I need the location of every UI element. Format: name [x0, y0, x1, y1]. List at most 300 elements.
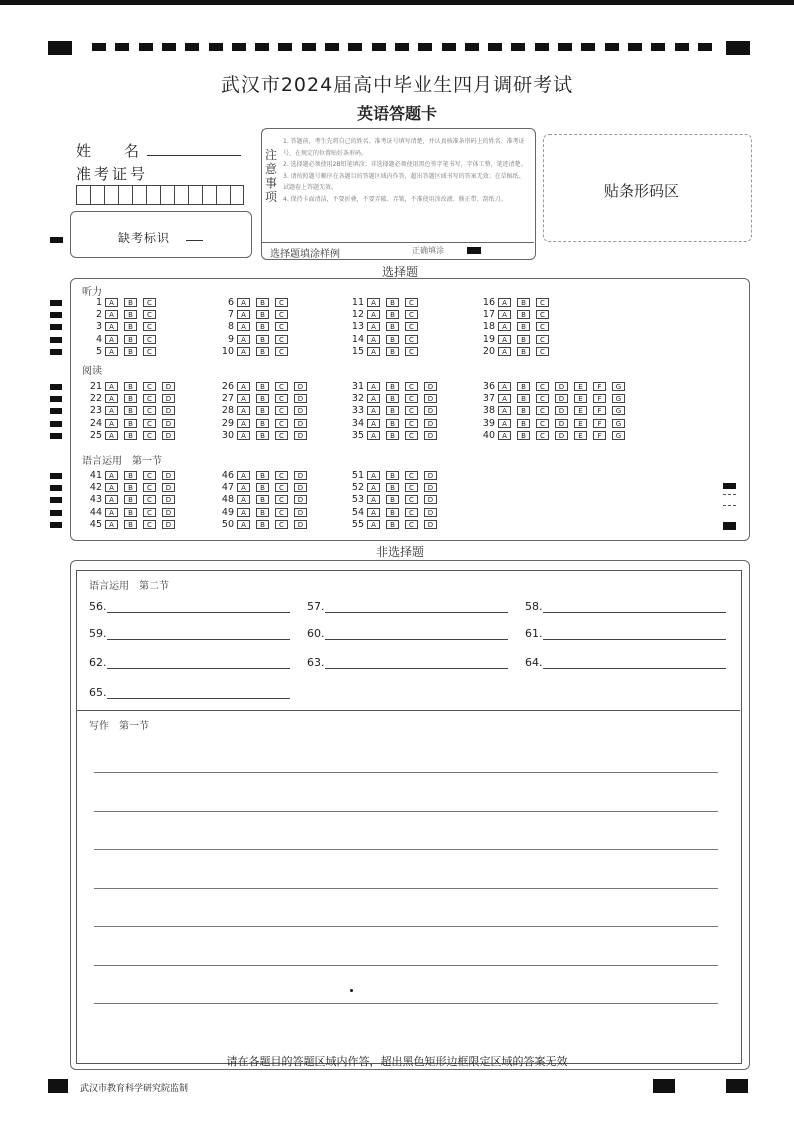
blank-61[interactable]: 61.: [525, 627, 726, 640]
option-b-bubble[interactable]: B: [124, 508, 137, 517]
option-a-bubble[interactable]: A: [105, 431, 118, 440]
blank-57[interactable]: 57.: [307, 600, 508, 613]
option-c-bubble[interactable]: C: [275, 431, 288, 440]
option-a-bubble[interactable]: A: [237, 471, 250, 480]
timing-dash: [581, 43, 595, 51]
option-c-bubble[interactable]: C: [405, 310, 418, 319]
option-a-bubble[interactable]: A: [367, 310, 380, 319]
blank-59[interactable]: 59.: [89, 627, 290, 640]
option-c-bubble[interactable]: C: [536, 406, 549, 415]
option-a-bubble[interactable]: A: [237, 298, 250, 307]
option-a-bubble[interactable]: A: [367, 495, 380, 504]
option-b-bubble[interactable]: B: [386, 322, 399, 331]
option-c-bubble[interactable]: C: [405, 394, 418, 403]
option-c-bubble[interactable]: C: [405, 322, 418, 331]
option-b-bubble[interactable]: B: [386, 471, 399, 480]
option-c-bubble[interactable]: C: [143, 471, 156, 480]
option-e-bubble[interactable]: E: [574, 382, 587, 391]
option-a-bubble[interactable]: A: [237, 335, 250, 344]
option-a-bubble[interactable]: A: [367, 322, 380, 331]
option-d-bubble[interactable]: D: [162, 483, 175, 492]
notice-item: 2. 选择题必须使用2B铅笔填涂；非选择题必须使用黑色签字笔书写，字体工整，笔迹清楚。: [283, 161, 527, 168]
listening-label: 听力: [82, 287, 102, 298]
option-b-bubble[interactable]: B: [386, 382, 399, 391]
option-b-bubble[interactable]: B: [256, 335, 269, 344]
option-a-bubble[interactable]: A: [498, 382, 511, 391]
option-b-bubble[interactable]: B: [124, 419, 137, 428]
option-b-bubble[interactable]: B: [256, 382, 269, 391]
row-timing-mark: [50, 312, 62, 318]
option-d-bubble[interactable]: D: [162, 431, 175, 440]
option-g-bubble[interactable]: G: [612, 394, 625, 403]
option-d-bubble[interactable]: D: [294, 483, 307, 492]
writing-line[interactable]: [94, 888, 718, 889]
option-c-bubble[interactable]: C: [275, 310, 288, 319]
timing-dash: [185, 43, 199, 51]
question-number: 23: [89, 405, 102, 417]
timing-dash: [209, 43, 223, 51]
option-c-bubble[interactable]: C: [143, 508, 156, 517]
option-c-bubble[interactable]: C: [143, 347, 156, 356]
option-c-bubble[interactable]: C: [275, 322, 288, 331]
question-number: 44: [89, 506, 102, 518]
option-c-bubble[interactable]: C: [275, 471, 288, 480]
option-d-bubble[interactable]: D: [555, 382, 568, 391]
option-c-bubble[interactable]: C: [143, 298, 156, 307]
option-c-bubble[interactable]: C: [143, 431, 156, 440]
option-a-bubble[interactable]: A: [367, 520, 380, 529]
question-number: 50: [221, 518, 234, 530]
option-a-bubble[interactable]: A: [498, 347, 511, 356]
timing-dash: [651, 43, 665, 51]
question-10: [212, 346, 294, 358]
option-a-bubble[interactable]: A: [237, 310, 250, 319]
option-c-bubble[interactable]: C: [143, 335, 156, 344]
option-c-bubble[interactable]: C: [536, 310, 549, 319]
blank-62[interactable]: 62.: [89, 656, 290, 669]
option-b-bubble[interactable]: B: [517, 431, 530, 440]
writing-line[interactable]: [94, 926, 718, 927]
option-b-bubble[interactable]: B: [124, 520, 137, 529]
option-a-bubble[interactable]: A: [105, 335, 118, 344]
row-timing-mark: [50, 522, 62, 528]
option-b-bubble[interactable]: B: [386, 508, 399, 517]
option-d-bubble[interactable]: D: [424, 394, 437, 403]
exam-id-label: 准考证号: [76, 165, 149, 183]
option-b-bubble[interactable]: B: [386, 431, 399, 440]
option-a-bubble[interactable]: A: [237, 483, 250, 492]
option-d-bubble[interactable]: D: [424, 495, 437, 504]
question-number: 19: [482, 333, 495, 345]
option-a-bubble[interactable]: A: [105, 394, 118, 403]
option-e-bubble[interactable]: E: [574, 431, 587, 440]
timing-dash: [535, 43, 549, 51]
timing-dash: [418, 43, 432, 51]
option-a-bubble[interactable]: A: [367, 508, 380, 517]
option-f-bubble[interactable]: F: [593, 431, 606, 440]
option-e-bubble[interactable]: E: [574, 406, 587, 415]
option-a-bubble[interactable]: A: [498, 431, 511, 440]
option-a-bubble[interactable]: A: [367, 431, 380, 440]
question-number: 24: [89, 417, 102, 429]
option-a-bubble[interactable]: A: [498, 406, 511, 415]
option-b-bubble[interactable]: B: [386, 335, 399, 344]
option-d-bubble[interactable]: D: [162, 508, 175, 517]
option-b-bubble[interactable]: B: [124, 335, 137, 344]
option-c-bubble[interactable]: C: [405, 495, 418, 504]
option-a-bubble[interactable]: A: [105, 310, 118, 319]
option-b-bubble[interactable]: B: [517, 298, 530, 307]
option-b-bubble[interactable]: B: [386, 298, 399, 307]
question-number: 41: [89, 470, 102, 481]
option-b-bubble[interactable]: B: [124, 394, 137, 403]
option-a-bubble[interactable]: A: [367, 347, 380, 356]
option-c-bubble[interactable]: C: [275, 406, 288, 415]
option-c-bubble[interactable]: C: [143, 382, 156, 391]
option-a-bubble[interactable]: A: [367, 335, 380, 344]
option-d-bubble[interactable]: D: [162, 419, 175, 428]
option-a-bubble[interactable]: A: [237, 382, 250, 391]
option-a-bubble[interactable]: A: [105, 471, 118, 480]
option-c-bubble[interactable]: C: [405, 382, 418, 391]
option-b-bubble[interactable]: B: [256, 322, 269, 331]
question-number: 9: [227, 333, 234, 345]
option-a-bubble[interactable]: A: [105, 508, 118, 517]
option-c-bubble[interactable]: C: [143, 419, 156, 428]
option-a-bubble[interactable]: A: [367, 483, 380, 492]
objective-title: 选择题: [381, 265, 418, 279]
option-c-bubble[interactable]: C: [275, 382, 288, 391]
option-a-bubble[interactable]: A: [237, 495, 250, 504]
option-b-bubble[interactable]: B: [256, 298, 269, 307]
option-b-bubble[interactable]: B: [517, 419, 530, 428]
option-a-bubble[interactable]: A: [237, 406, 250, 415]
option-a-bubble[interactable]: A: [105, 298, 118, 307]
option-b-bubble[interactable]: B: [386, 394, 399, 403]
option-c-bubble[interactable]: C: [536, 335, 549, 344]
question-44: [80, 507, 181, 519]
option-d-bubble[interactable]: D: [294, 419, 307, 428]
option-a-bubble[interactable]: A: [237, 419, 250, 428]
option-d-bubble[interactable]: D: [424, 483, 437, 492]
option-d-bubble[interactable]: D: [294, 406, 307, 415]
option-b-bubble[interactable]: B: [124, 382, 137, 391]
option-b-bubble[interactable]: B: [386, 347, 399, 356]
option-b-bubble[interactable]: B: [256, 406, 269, 415]
option-d-bubble[interactable]: D: [555, 431, 568, 440]
option-b-bubble[interactable]: B: [386, 483, 399, 492]
timing-dash: [162, 43, 176, 51]
timing-dash: [605, 43, 619, 51]
option-b-bubble[interactable]: B: [124, 471, 137, 480]
option-b-bubble[interactable]: B: [124, 431, 137, 440]
option-d-bubble[interactable]: D: [424, 431, 437, 440]
option-g-bubble[interactable]: G: [612, 382, 625, 391]
question-number: 28: [221, 405, 234, 417]
footer-warning: 请在各题目的答题区域内作答，超出黑色矩形边框限定区域的答案无效: [226, 1055, 568, 1068]
option-a-bubble[interactable]: A: [498, 310, 511, 319]
option-f-bubble[interactable]: F: [593, 382, 606, 391]
question-number: 32: [351, 393, 364, 405]
question-number: 21: [89, 381, 102, 392]
option-d-bubble[interactable]: D: [424, 419, 437, 428]
question-number: 42: [89, 482, 102, 494]
option-c-bubble[interactable]: C: [405, 471, 418, 480]
option-d-bubble[interactable]: D: [424, 471, 437, 480]
option-d-bubble[interactable]: D: [162, 394, 175, 403]
option-d-bubble[interactable]: D: [162, 495, 175, 504]
option-c-bubble[interactable]: C: [275, 298, 288, 307]
option-c-bubble[interactable]: C: [536, 431, 549, 440]
blank-65[interactable]: 65.: [89, 686, 290, 699]
option-c-bubble[interactable]: C: [143, 322, 156, 331]
question-number: 47: [221, 482, 234, 494]
question-52: [342, 482, 443, 494]
blank-63[interactable]: 63.: [307, 656, 508, 669]
question-number: 36: [482, 381, 495, 392]
option-a-bubble[interactable]: A: [105, 483, 118, 492]
option-b-bubble[interactable]: B: [386, 419, 399, 428]
option-c-bubble[interactable]: C: [405, 431, 418, 440]
option-b-bubble[interactable]: B: [256, 431, 269, 440]
option-b-bubble[interactable]: B: [124, 406, 137, 415]
question-number: 6: [227, 297, 234, 308]
notice-item: 3. 请按照题号顺序在各题目的答题区域内作答，超出答题区域书写的答案无效；在草稿纸、试题卷上答题无效。: [283, 172, 525, 191]
option-d-bubble[interactable]: D: [294, 394, 307, 403]
option-g-bubble[interactable]: G: [612, 431, 625, 440]
option-c-bubble[interactable]: C: [275, 419, 288, 428]
option-a-bubble[interactable]: A: [237, 322, 250, 331]
option-c-bubble[interactable]: C: [143, 495, 156, 504]
option-d-bubble[interactable]: D: [555, 394, 568, 403]
option-a-bubble[interactable]: A: [498, 298, 511, 307]
option-a-bubble[interactable]: A: [367, 382, 380, 391]
option-b-bubble[interactable]: B: [386, 406, 399, 415]
option-a-bubble[interactable]: A: [105, 419, 118, 428]
option-b-bubble[interactable]: B: [517, 394, 530, 403]
option-a-bubble[interactable]: A: [237, 508, 250, 517]
option-b-bubble[interactable]: B: [517, 382, 530, 391]
option-d-bubble[interactable]: D: [294, 495, 307, 504]
option-c-bubble[interactable]: C: [536, 394, 549, 403]
option-e-bubble[interactable]: E: [574, 394, 587, 403]
option-c-bubble[interactable]: C: [143, 520, 156, 529]
timing-dash: [488, 43, 502, 51]
blank-64[interactable]: 64.: [525, 656, 726, 669]
writing-line[interactable]: [94, 811, 718, 812]
option-d-bubble[interactable]: D: [424, 508, 437, 517]
question-number: 26: [221, 381, 234, 392]
option-c-bubble[interactable]: C: [143, 310, 156, 319]
question-number: 12: [351, 309, 364, 321]
option-d-bubble[interactable]: D: [162, 520, 175, 529]
option-a-bubble[interactable]: A: [105, 322, 118, 331]
option-d-bubble[interactable]: D: [294, 520, 307, 529]
option-b-bubble[interactable]: B: [124, 298, 137, 307]
question-33: [342, 405, 443, 417]
question-42: [80, 482, 181, 494]
option-a-bubble[interactable]: A: [237, 431, 250, 440]
timing-dash: [348, 43, 362, 51]
option-a-bubble[interactable]: A: [498, 394, 511, 403]
absent-label: 缺考标识: [118, 231, 171, 245]
sample-filled-icon: [467, 247, 481, 254]
option-c-bubble[interactable]: C: [536, 382, 549, 391]
timing-dash: [278, 43, 292, 51]
question-3: [80, 321, 162, 333]
option-b-bubble[interactable]: B: [124, 322, 137, 331]
side-mark: [723, 494, 736, 506]
option-b-bubble[interactable]: B: [386, 310, 399, 319]
option-c-bubble[interactable]: C: [405, 483, 418, 492]
option-b-bubble[interactable]: B: [517, 310, 530, 319]
option-g-bubble[interactable]: G: [612, 406, 625, 415]
option-c-bubble[interactable]: C: [405, 347, 418, 356]
option-b-bubble[interactable]: B: [124, 310, 137, 319]
option-a-bubble[interactable]: A: [498, 322, 511, 331]
question-number: 25: [89, 429, 102, 441]
question-12: [342, 309, 424, 321]
writing-line[interactable]: [94, 772, 718, 773]
option-c-bubble[interactable]: C: [405, 508, 418, 517]
option-f-bubble[interactable]: F: [593, 406, 606, 415]
option-c-bubble[interactable]: C: [275, 520, 288, 529]
writing-line[interactable]: [94, 1003, 718, 1004]
row-timing-mark: [50, 349, 62, 355]
option-a-bubble[interactable]: A: [498, 335, 511, 344]
option-b-bubble[interactable]: B: [256, 495, 269, 504]
option-a-bubble[interactable]: A: [105, 382, 118, 391]
option-d-bubble[interactable]: D: [162, 406, 175, 415]
option-c-bubble[interactable]: C: [536, 419, 549, 428]
option-c-bubble[interactable]: C: [275, 347, 288, 356]
option-b-bubble[interactable]: B: [517, 335, 530, 344]
option-a-bubble[interactable]: A: [237, 520, 250, 529]
option-b-bubble[interactable]: B: [517, 322, 530, 331]
option-a-bubble[interactable]: A: [498, 419, 511, 428]
option-a-bubble[interactable]: A: [367, 406, 380, 415]
option-a-bubble[interactable]: A: [105, 520, 118, 529]
option-d-bubble[interactable]: D: [555, 419, 568, 428]
option-a-bubble[interactable]: A: [367, 471, 380, 480]
option-c-bubble[interactable]: C: [275, 495, 288, 504]
option-f-bubble[interactable]: F: [593, 394, 606, 403]
question-24: [80, 418, 181, 430]
option-b-bubble[interactable]: B: [256, 508, 269, 517]
option-c-bubble[interactable]: C: [143, 406, 156, 415]
option-b-bubble[interactable]: B: [517, 347, 530, 356]
option-c-bubble[interactable]: C: [405, 520, 418, 529]
option-b-bubble[interactable]: B: [256, 394, 269, 403]
option-b-bubble[interactable]: B: [256, 483, 269, 492]
question-47: [212, 482, 313, 494]
option-b-bubble[interactable]: B: [386, 495, 399, 504]
option-c-bubble[interactable]: C: [536, 298, 549, 307]
option-b-bubble[interactable]: B: [256, 471, 269, 480]
side-mark: [50, 237, 63, 243]
question-number: 27: [221, 393, 234, 405]
option-d-bubble[interactable]: D: [294, 508, 307, 517]
question-22: [80, 393, 181, 405]
option-b-bubble[interactable]: B: [256, 347, 269, 356]
question-40: [473, 430, 631, 442]
absent-mark-field[interactable]: [186, 240, 203, 241]
exam-id-boxes[interactable]: [76, 185, 244, 205]
timing-dash: [232, 43, 246, 51]
option-c-bubble[interactable]: C: [405, 298, 418, 307]
option-g-bubble[interactable]: G: [612, 419, 625, 428]
option-c-bubble[interactable]: C: [536, 347, 549, 356]
option-c-bubble[interactable]: C: [143, 483, 156, 492]
blank-58[interactable]: 58.: [525, 600, 726, 613]
name-field[interactable]: [147, 155, 241, 156]
option-d-bubble[interactable]: D: [294, 471, 307, 480]
option-d-bubble[interactable]: D: [294, 382, 307, 391]
question-36: [473, 381, 631, 393]
option-d-bubble[interactable]: D: [424, 382, 437, 391]
option-b-bubble[interactable]: B: [517, 406, 530, 415]
timing-dash: [628, 43, 642, 51]
option-a-bubble[interactable]: A: [367, 298, 380, 307]
option-d-bubble[interactable]: D: [162, 471, 175, 480]
option-b-bubble[interactable]: B: [256, 419, 269, 428]
option-b-bubble[interactable]: B: [386, 520, 399, 529]
option-b-bubble[interactable]: B: [124, 483, 137, 492]
option-d-bubble[interactable]: D: [162, 382, 175, 391]
option-a-bubble[interactable]: A: [105, 406, 118, 415]
blank-60[interactable]: 60.: [307, 627, 508, 640]
option-b-bubble[interactable]: B: [256, 520, 269, 529]
sample-label: 选择题填涂样例: [270, 249, 340, 260]
option-c-bubble[interactable]: C: [536, 322, 549, 331]
option-c-bubble[interactable]: C: [405, 419, 418, 428]
option-d-bubble[interactable]: D: [294, 431, 307, 440]
option-a-bubble[interactable]: A: [367, 419, 380, 428]
question-19: [473, 334, 555, 346]
option-a-bubble[interactable]: A: [105, 347, 118, 356]
option-c-bubble[interactable]: C: [143, 394, 156, 403]
option-c-bubble[interactable]: C: [275, 335, 288, 344]
blank-56[interactable]: 56.: [89, 600, 290, 613]
writing-line[interactable]: [94, 849, 718, 850]
option-a-bubble[interactable]: A: [367, 394, 380, 403]
writing-line[interactable]: [94, 965, 718, 966]
option-c-bubble[interactable]: C: [275, 394, 288, 403]
option-b-bubble[interactable]: B: [124, 347, 137, 356]
option-e-bubble[interactable]: E: [574, 419, 587, 428]
option-a-bubble[interactable]: A: [237, 347, 250, 356]
fill-sample-row: [262, 242, 534, 259]
option-c-bubble[interactable]: C: [275, 508, 288, 517]
option-c-bubble[interactable]: C: [275, 483, 288, 492]
option-a-bubble[interactable]: A: [105, 495, 118, 504]
option-a-bubble[interactable]: A: [237, 394, 250, 403]
option-d-bubble[interactable]: D: [424, 520, 437, 529]
option-b-bubble[interactable]: B: [124, 495, 137, 504]
option-d-bubble[interactable]: D: [555, 406, 568, 415]
option-d-bubble[interactable]: D: [424, 406, 437, 415]
option-c-bubble[interactable]: C: [405, 335, 418, 344]
option-b-bubble[interactable]: B: [256, 310, 269, 319]
row-timing-mark: [50, 485, 62, 491]
question-45: [80, 519, 181, 531]
option-c-bubble[interactable]: C: [405, 406, 418, 415]
option-f-bubble[interactable]: F: [593, 419, 606, 428]
question-number: 34: [351, 417, 364, 429]
question-49: [212, 507, 313, 519]
row-timing-mark: [50, 408, 62, 414]
timing-dash: [325, 43, 339, 51]
